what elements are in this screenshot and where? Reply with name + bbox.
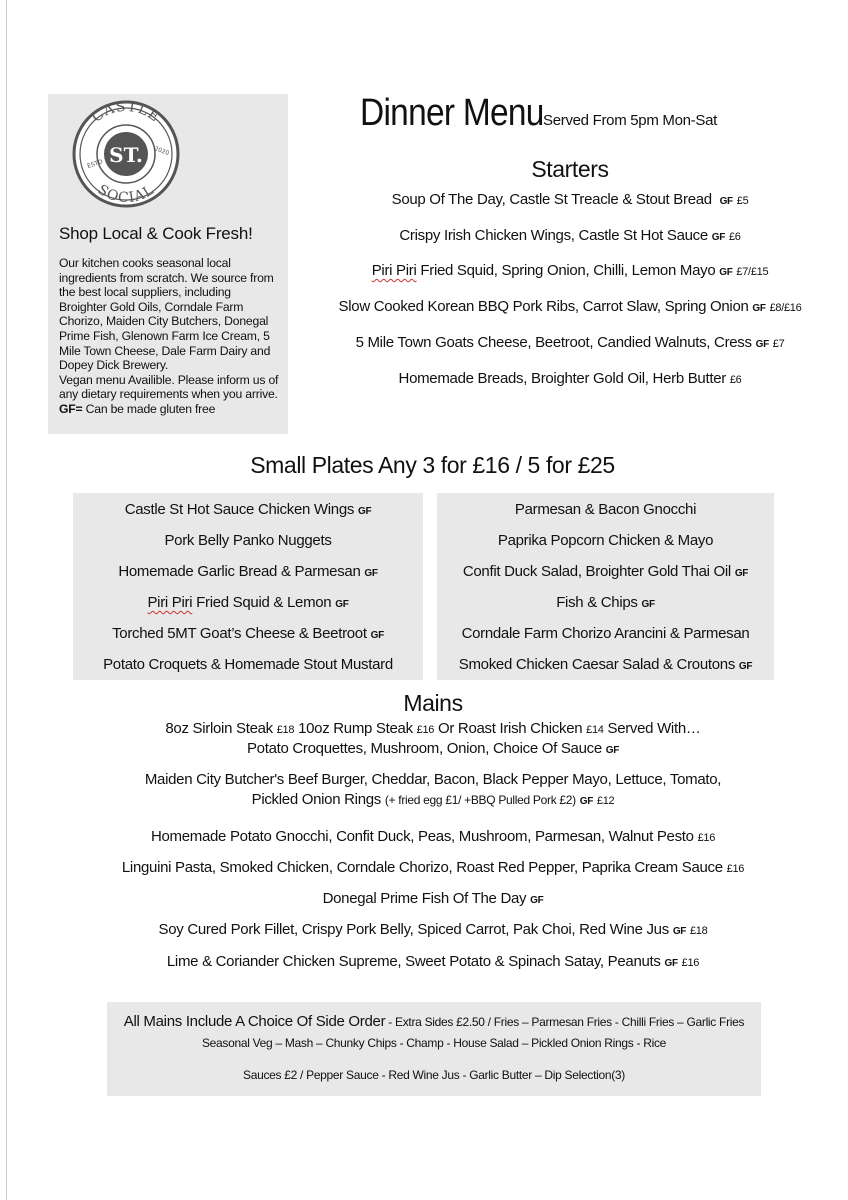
starter-item: 5 Mile Town Goats Cheese, Beetroot, Candied Walnuts, Cress GF £7 bbox=[355, 334, 785, 351]
menu-subtitle: Served From 5pm Mon-Sat bbox=[543, 112, 717, 129]
sides-line-2: Seasonal Veg – Mash – Chunky Chips - Champ - House Salad – Pickled Onion Rings - Rice bbox=[201, 1036, 667, 1050]
intro-line: Mile Town Cheese, Dale Farm Dairy and bbox=[59, 343, 271, 358]
starter-item: Soup Of The Day, Castle St Treacle & Stout Bread GF £5 bbox=[391, 191, 749, 208]
starters-title: Starters bbox=[531, 156, 609, 182]
intro-line: Chorizo, Maiden City Butchers, Donegal bbox=[59, 314, 269, 329]
svg-text:CASTLE: CASTLE bbox=[89, 100, 163, 126]
svg-text:ESTD: ESTD bbox=[86, 158, 104, 170]
svg-text:SOCIAL: SOCIAL bbox=[94, 181, 158, 207]
intro-line: Our kitchen cooks seasonal local bbox=[59, 256, 231, 270]
intro-panel bbox=[48, 94, 288, 434]
gf-legend: GF= Can be made gluten free bbox=[59, 401, 216, 416]
small-plate-item: Fish & Chips GF bbox=[556, 594, 655, 611]
intro-line: Vegan menu Availible. Please inform us of bbox=[59, 372, 279, 387]
intro-line: ingredients from scratch. We source from bbox=[59, 270, 274, 285]
small-plate-item: Smoked Chicken Caesar Salad & Croutons GF bbox=[458, 656, 753, 673]
main-item: Homemade Potato Gnocchi, Confit Duck, Peas, Mushroom, Parmesan, Walnut Pesto £16 bbox=[150, 828, 716, 845]
small-plate-item: Homemade Garlic Bread & Parmesan GF bbox=[118, 563, 378, 580]
svg-text:2020: 2020 bbox=[153, 145, 171, 158]
intro-line: any dietary requirements when you arrive. bbox=[59, 387, 278, 402]
small-plates-title: Small Plates Any 3 for £16 / 5 for £25 bbox=[250, 452, 615, 478]
sides-line-3: Sauces £2 / Pepper Sauce - Red Wine Jus - Garlic Butter – Dip Selection(3) bbox=[243, 1068, 625, 1082]
steak-line: 8oz Sirloin Steak £18 10oz Rump Steak £16 Or Roast Irish Chicken £14 Served With… bbox=[165, 720, 701, 737]
main-item: Soy Cured Pork Fillet, Crispy Pork Belly, Spiced Carrot, Pak Choi, Red Wine Jus GF £18 bbox=[158, 921, 708, 938]
small-plate-item: Corndale Farm Chorizo Arancini & Parmesan bbox=[461, 625, 750, 642]
steak-sides-line: Potato Croquettes, Mushroom, Onion, Choice Of Sauce GF bbox=[246, 740, 620, 757]
intro-line: Prime Fish, Glenown Farm Ice Cream, 5 bbox=[59, 328, 270, 343]
starter-item: Slow Cooked Korean BBQ Pork Ribs, Carrot Slaw, Spring Onion GF £8/£16 bbox=[338, 298, 802, 315]
small-plate-item: Potato Croquets & Homemade Stout Mustard bbox=[103, 656, 393, 673]
small-plate-item: Paprika Popcorn Chicken & Mayo bbox=[497, 532, 714, 549]
main-item: Donegal Prime Fish Of The Day GF bbox=[322, 890, 544, 907]
menu-title: Dinner Menu bbox=[360, 92, 544, 134]
small-plates-right bbox=[437, 493, 774, 680]
page-edge bbox=[6, 0, 7, 1200]
small-plate-item: Pork Belly Panko Nuggets bbox=[164, 532, 332, 549]
small-plate-item: Confit Duck Salad, Broighter Gold Thai Oil GF bbox=[462, 563, 749, 580]
intro-line: Dopey Dick Brewery. bbox=[59, 358, 169, 373]
svg-text:ST.: ST. bbox=[109, 143, 143, 167]
intro-line: Broighter Gold Oils, Corndale Farm bbox=[59, 299, 244, 314]
small-plate-item: Piri Piri Fried Squid & Lemon GF bbox=[147, 594, 349, 611]
small-plate-item: Parmesan & Bacon Gnocchi bbox=[514, 501, 697, 518]
mains-title: Mains bbox=[403, 690, 463, 716]
small-plate-item: Torched 5MT Goat’s Cheese & Beetroot GF bbox=[112, 625, 384, 642]
burger-line-2: Pickled Onion Rings (+ fried egg £1/ +BBQ Pulled Pork £2) GF £12 bbox=[251, 791, 615, 808]
starter-item: Homemade Breads, Broighter Gold Oil, Herb Butter £6 bbox=[398, 370, 742, 387]
sidebar-heading: Shop Local & Cook Fresh! bbox=[59, 224, 253, 243]
sidebar-intro-text bbox=[59, 256, 285, 417]
sides-line-1: All Mains Include A Choice Of Side Order - Extra Sides £2.50 / Fries – Parmesan Fries - Chilli Fries – Garlic Fries bbox=[123, 1013, 745, 1030]
small-plates-left bbox=[73, 493, 423, 680]
sides-panel bbox=[107, 1002, 761, 1096]
burger-line-1: Maiden City Butcher's Beef Burger, Cheddar, Bacon, Black Pepper Mayo, Lettuce, Tomato, bbox=[144, 771, 722, 788]
starter-item: Piri Piri Fried Squid, Spring Onion, Chilli, Lemon Mayo GF £7/£15 bbox=[371, 262, 769, 279]
castle-st-social-logo bbox=[66, 100, 186, 208]
small-plate-item: Castle St Hot Sauce Chicken Wings GF bbox=[124, 501, 372, 518]
main-item: Lime & Coriander Chicken Supreme, Sweet Potato & Spinach Satay, Peanuts GF £16 bbox=[166, 953, 700, 970]
intro-line: the best local suppliers, including bbox=[59, 285, 231, 300]
starter-item: Crispy Irish Chicken Wings, Castle St Hot Sauce GF £6 bbox=[399, 227, 741, 244]
main-item: Linguini Pasta, Smoked Chicken, Corndale Chorizo, Roast Red Pepper, Paprika Cream Sauce £16 bbox=[121, 859, 745, 876]
menu-title-row bbox=[360, 92, 569, 135]
